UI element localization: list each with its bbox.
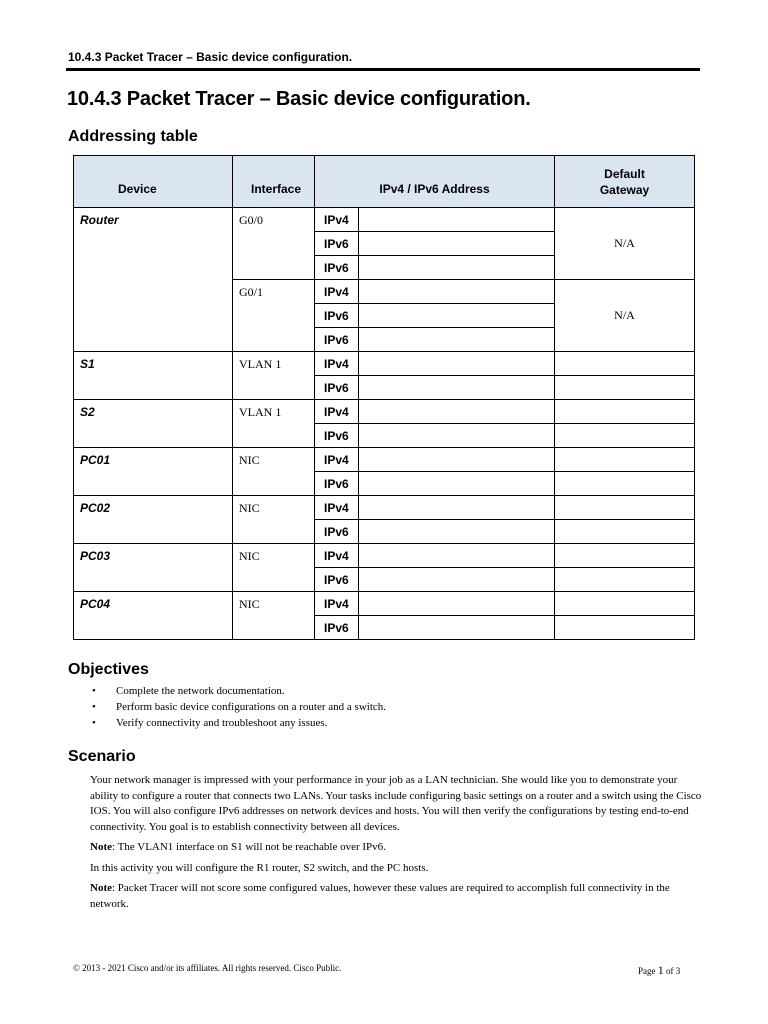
address-cell <box>359 400 555 424</box>
ip-version-label: IPv4 <box>315 280 359 304</box>
device-pc03: PC03 <box>74 544 233 592</box>
col-header-device: Device <box>74 156 233 208</box>
table-row <box>74 448 695 472</box>
address-cell <box>359 424 555 448</box>
scenario-heading: Scenario <box>68 748 136 765</box>
ip-version-label: IPv4 <box>315 208 359 232</box>
ip-version-label: IPv6 <box>315 376 359 400</box>
ip-version-label: IPv4 <box>315 400 359 424</box>
ip-version-label: IPv6 <box>315 328 359 352</box>
gateway-cell <box>555 424 695 448</box>
ip-version-label: IPv4 <box>315 544 359 568</box>
scenario-body <box>90 773 704 917</box>
col-header-address: IPv4 / IPv6 Address <box>315 156 555 208</box>
address-cell <box>359 544 555 568</box>
objective-text: Verify connectivity and troubleshoot any issues. <box>116 717 328 729</box>
page-of: of 3 <box>666 966 681 976</box>
table-row <box>74 496 695 520</box>
gateway-cell <box>555 400 695 424</box>
address-cell <box>359 352 555 376</box>
device-router: Router <box>74 208 233 352</box>
header-rule <box>66 68 700 71</box>
ip-version-label: IPv6 <box>315 568 359 592</box>
note-text: : Packet Tracer will not score some configured values, however these values are required to accomplish full connectivity in the network. <box>90 882 670 910</box>
gateway-router-g01: N/A <box>555 280 695 352</box>
page-label: Page <box>638 966 656 976</box>
ip-version-label: IPv6 <box>315 256 359 280</box>
table-row <box>74 544 695 568</box>
page-num: 1 <box>657 963 664 977</box>
address-cell <box>359 304 555 328</box>
ip-version-label: IPv4 <box>315 352 359 376</box>
gateway-cell <box>555 544 695 568</box>
iface-router-g01: G0/1 <box>233 280 315 352</box>
address-cell <box>359 256 555 280</box>
gateway-cell <box>555 352 695 376</box>
address-cell <box>359 472 555 496</box>
table-row <box>74 352 695 376</box>
device-pc04: PC04 <box>74 592 233 640</box>
device-s2: S2 <box>74 400 233 448</box>
bullet-icon: • <box>92 701 96 713</box>
ip-version-label: IPv6 <box>315 520 359 544</box>
ip-version-label: IPv4 <box>315 448 359 472</box>
device-pc01: PC01 <box>74 448 233 496</box>
bullet-icon: • <box>92 717 96 729</box>
list-item <box>92 715 386 731</box>
address-cell <box>359 280 555 304</box>
device-pc02: PC02 <box>74 496 233 544</box>
note-label: Note <box>90 882 112 894</box>
objectives-heading: Objectives <box>68 661 149 678</box>
gateway-cell <box>555 472 695 496</box>
scenario-note <box>90 840 704 856</box>
col-header-gateway-line2: Gateway <box>599 182 650 197</box>
bullet-icon: • <box>92 685 96 697</box>
ip-version-label: IPv6 <box>315 616 359 640</box>
gateway-cell <box>555 592 695 616</box>
iface-s2: VLAN 1 <box>233 400 315 448</box>
gateway-cell <box>555 496 695 520</box>
table-row <box>74 400 695 424</box>
address-cell <box>359 592 555 616</box>
addressing-table <box>73 155 695 640</box>
address-cell <box>359 232 555 256</box>
gateway-cell <box>555 520 695 544</box>
list-item <box>92 683 386 699</box>
ip-version-label: IPv4 <box>315 496 359 520</box>
address-cell <box>359 448 555 472</box>
iface-router-g00: G0/0 <box>233 208 315 280</box>
gateway-router-g00: N/A <box>555 208 695 280</box>
page-title: 10.4.3 Packet Tracer – Basic device configuration. <box>67 88 531 110</box>
address-cell <box>359 208 555 232</box>
table-header-row <box>74 156 695 208</box>
iface-pc04: NIC <box>233 592 315 640</box>
footer-copyright: © 2013 - 2021 Cisco and/or its affiliates. All rights reserved. Cisco Public. <box>73 963 342 973</box>
gateway-cell <box>555 448 695 472</box>
ip-version-label: IPv6 <box>315 424 359 448</box>
iface-s1: VLAN 1 <box>233 352 315 400</box>
device-s1: S1 <box>74 352 233 400</box>
running-header: 10.4.3 Packet Tracer – Basic device configuration. <box>68 50 353 64</box>
scenario-paragraph: In this activity you will configure the R1 router, S2 switch, and the PC hosts. <box>90 861 429 874</box>
objective-text: Complete the network documentation. <box>116 685 285 697</box>
table-row <box>74 592 695 616</box>
address-cell <box>359 616 555 640</box>
objectives-list <box>92 683 386 731</box>
col-header-gateway <box>555 156 695 208</box>
ip-version-label: IPv6 <box>315 232 359 256</box>
address-cell <box>359 496 555 520</box>
address-cell <box>359 376 555 400</box>
col-header-gateway-line1: Default <box>604 166 645 181</box>
ip-version-label: IPv4 <box>315 592 359 616</box>
note-text: : The VLAN1 interface on S1 will not be reachable over IPv6. <box>112 841 386 853</box>
gateway-cell <box>555 568 695 592</box>
ip-version-label: IPv6 <box>315 472 359 496</box>
iface-pc02: NIC <box>233 496 315 544</box>
list-item <box>92 699 386 715</box>
ip-version-label: IPv6 <box>315 304 359 328</box>
col-header-interface: Interface <box>233 156 315 208</box>
iface-pc01: NIC <box>233 448 315 496</box>
iface-pc03: NIC <box>233 544 315 592</box>
footer-page-number <box>638 963 680 978</box>
note-label: Note <box>90 841 112 853</box>
address-cell <box>359 520 555 544</box>
address-cell <box>359 328 555 352</box>
table-row <box>74 208 695 232</box>
objective-text: Perform basic device configurations on a router and a switch. <box>116 701 387 713</box>
gateway-cell <box>555 376 695 400</box>
address-cell <box>359 568 555 592</box>
gateway-cell <box>555 616 695 640</box>
scenario-paragraph: Your network manager is impressed with your performance in your job as a LAN technician. She would like you to demonstrate your ability to configure a router that connects two LANs. Your tasks include configuring basic settings on a router and a switch using the Cisco IOS. You will also configure IPv6 addresses on network devices and hosts. You will then verify the configurations by testing end-to-end connectivity. You goal is to establish connectivity between all devices. <box>90 774 702 833</box>
addressing-table-heading: Addressing table <box>68 128 198 145</box>
scenario-note <box>90 881 704 912</box>
